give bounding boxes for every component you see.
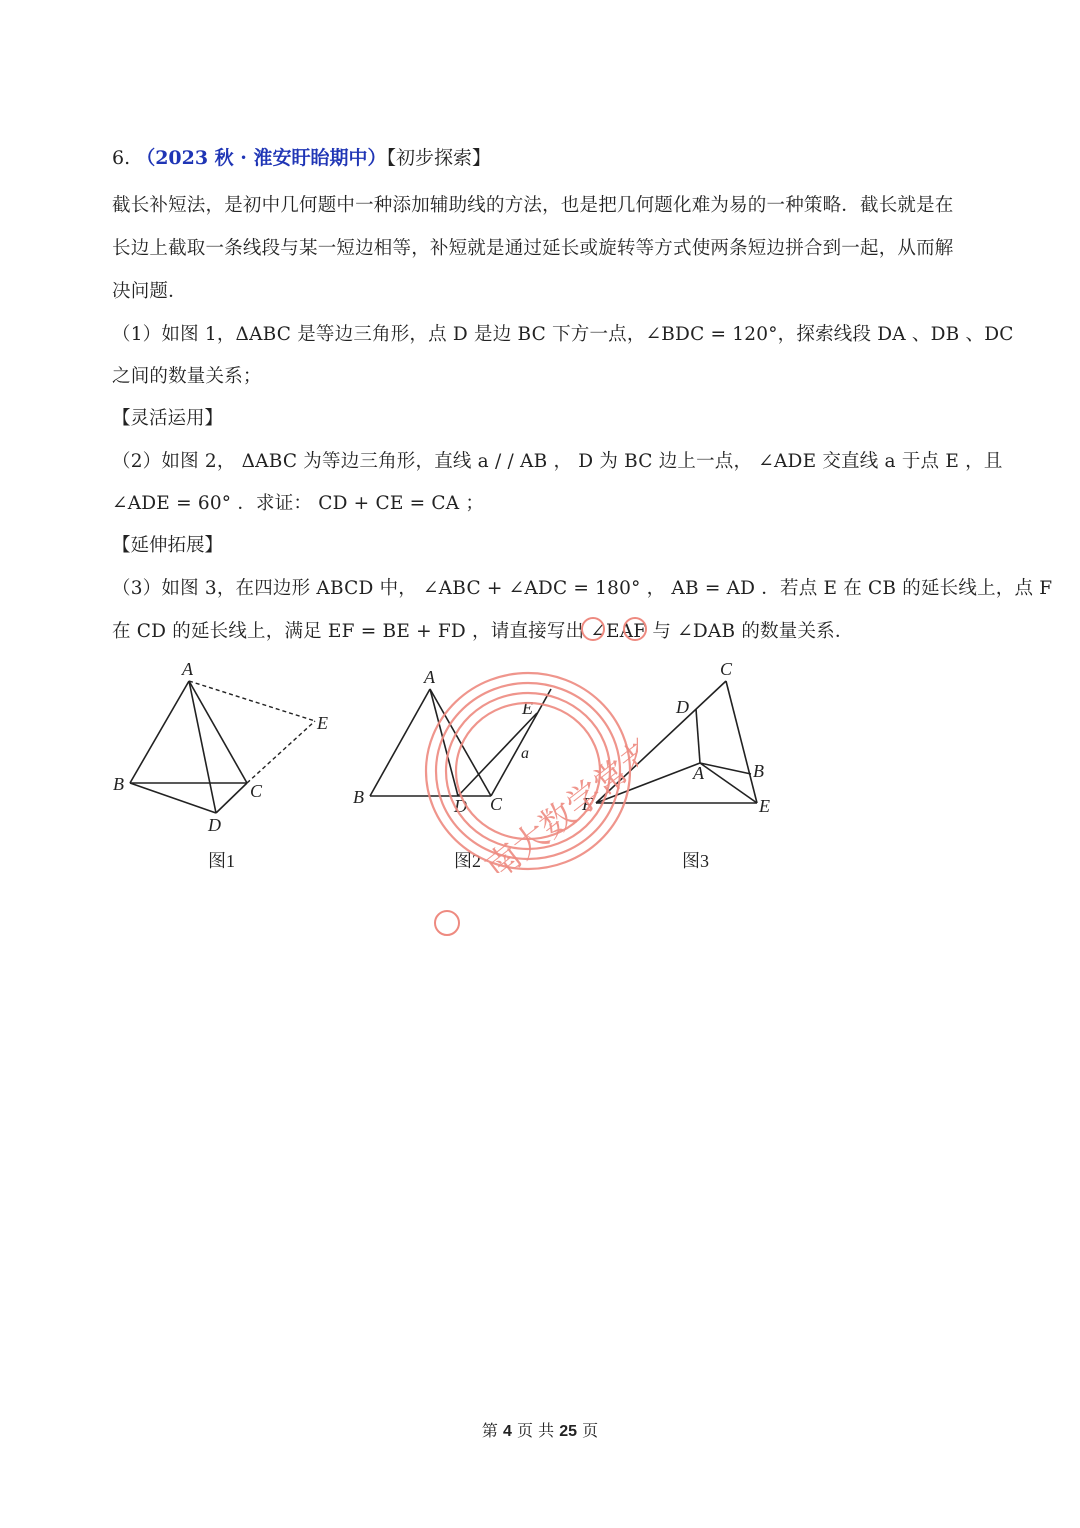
fig1-segment-cd xyxy=(216,783,247,813)
part2-line-2: ∠ADE = 60° ．求证： CD + CE = CA ； xyxy=(112,493,485,514)
question-header xyxy=(112,144,491,172)
figure-2-caption: 图2 xyxy=(454,851,481,871)
fig3-label-b: B xyxy=(753,761,764,781)
footer-total-pages: 25 xyxy=(559,1423,577,1440)
figure-2 xyxy=(350,655,570,875)
part1-line-1: （1）如图 1，ΔABC 是等边三角形，点 D 是边 BC 下方一点，∠BDC = 120°，探索线段 DA 、DB 、DC xyxy=(112,324,1014,345)
figure-1-diagram xyxy=(110,655,340,835)
fig3-label-a: A xyxy=(693,763,704,783)
fig2-side-ac xyxy=(430,689,491,796)
section-title-explore: 【初步探索】 xyxy=(386,147,492,169)
intro-line-2: 长边上截取一条线段与某一短边相等，补短就是通过延长或旋转等方式使两条短边拼合到一起，从而解 xyxy=(112,238,954,259)
footer-page-number: 4 xyxy=(503,1423,512,1440)
section-title-apply: 【灵活运用】 xyxy=(112,408,224,429)
fig1-segment-bd xyxy=(130,783,216,813)
figure-3 xyxy=(578,655,798,875)
fig1-label-b: B xyxy=(113,774,124,794)
fig3-label-d: D xyxy=(676,697,689,717)
fig3-segment-ad xyxy=(696,709,700,763)
fig2-label-e: E xyxy=(522,698,533,718)
fig1-segment-ad xyxy=(189,681,216,813)
question-number: 6. xyxy=(112,147,131,169)
part3-line-1: （3）如图 3，在四边形 ABCD 中， ∠ABC + ∠ADC = 180° ， AB = AD ．若点 E 在 CB 的延长线上，点 F xyxy=(112,578,1053,599)
footer-middle: 页 共 xyxy=(517,1421,555,1440)
fig1-label-d: D xyxy=(208,815,221,835)
part2-line-1: （2）如图 2， ΔABC 为等边三角形，直线 a / / AB ， D 为 BC 边上一点， ∠ADE 交直线 a 于点 E ，且 xyxy=(112,451,1003,472)
question-source: （2023 秋 · 淮安盱眙期中） xyxy=(136,147,387,169)
figure-3-caption: 图3 xyxy=(682,851,709,871)
fig2-line-a xyxy=(491,689,551,796)
fig1-label-a: A xyxy=(182,659,193,679)
watermark-ring-small-2 xyxy=(623,617,647,641)
page-footer xyxy=(0,1418,1080,1441)
fig1-label-e: E xyxy=(317,713,328,733)
fig3-label-c: C xyxy=(720,659,733,679)
footer-prefix: 第 xyxy=(481,1421,498,1440)
fig3-label-f: F xyxy=(582,794,593,814)
fig2-segment-ad xyxy=(430,689,458,796)
figure-3-diagram xyxy=(578,655,798,835)
fig3-label-e: E xyxy=(759,796,770,816)
fig3-segment-af xyxy=(596,763,700,803)
footer-suffix: 页 xyxy=(582,1421,599,1440)
part3-line-2: 在 CD 的延长线上，满足 EF = BE + FD ，请直接写出 ∠EAF 与 ∠DAB 的数量关系． xyxy=(112,621,854,642)
fig1-label-c: C xyxy=(250,781,263,801)
fig2-label-a: A xyxy=(424,667,435,687)
fig2-label-line-a: a xyxy=(521,745,529,762)
intro-line-3: 决问题． xyxy=(112,281,187,302)
watermark-ring-small-1 xyxy=(581,617,605,641)
watermark-text: 南大数学常老师 xyxy=(478,710,638,873)
section-title-extend: 【延伸拓展】 xyxy=(112,535,224,556)
fig2-label-c: C xyxy=(490,794,503,814)
part1-line-2: 之间的数量关系； xyxy=(112,366,262,387)
fig2-label-d: D xyxy=(454,796,467,816)
figure-1-caption: 图1 xyxy=(208,851,235,871)
intro-line-1: 截长补短法，是初中几何题中一种添加辅助线的方法，也是把几何题化难为易的一种策略．截长就是在 xyxy=(112,195,954,216)
figure-1 xyxy=(110,655,340,875)
fig2-side-ab xyxy=(370,689,430,796)
fig1-dashed-ce xyxy=(247,721,315,783)
figure-2-diagram xyxy=(350,655,570,835)
watermark-ring-small-3 xyxy=(434,910,460,936)
fig2-label-b: B xyxy=(353,787,364,807)
fig1-side-ab xyxy=(130,681,189,783)
fig3-line-cf xyxy=(596,681,726,803)
